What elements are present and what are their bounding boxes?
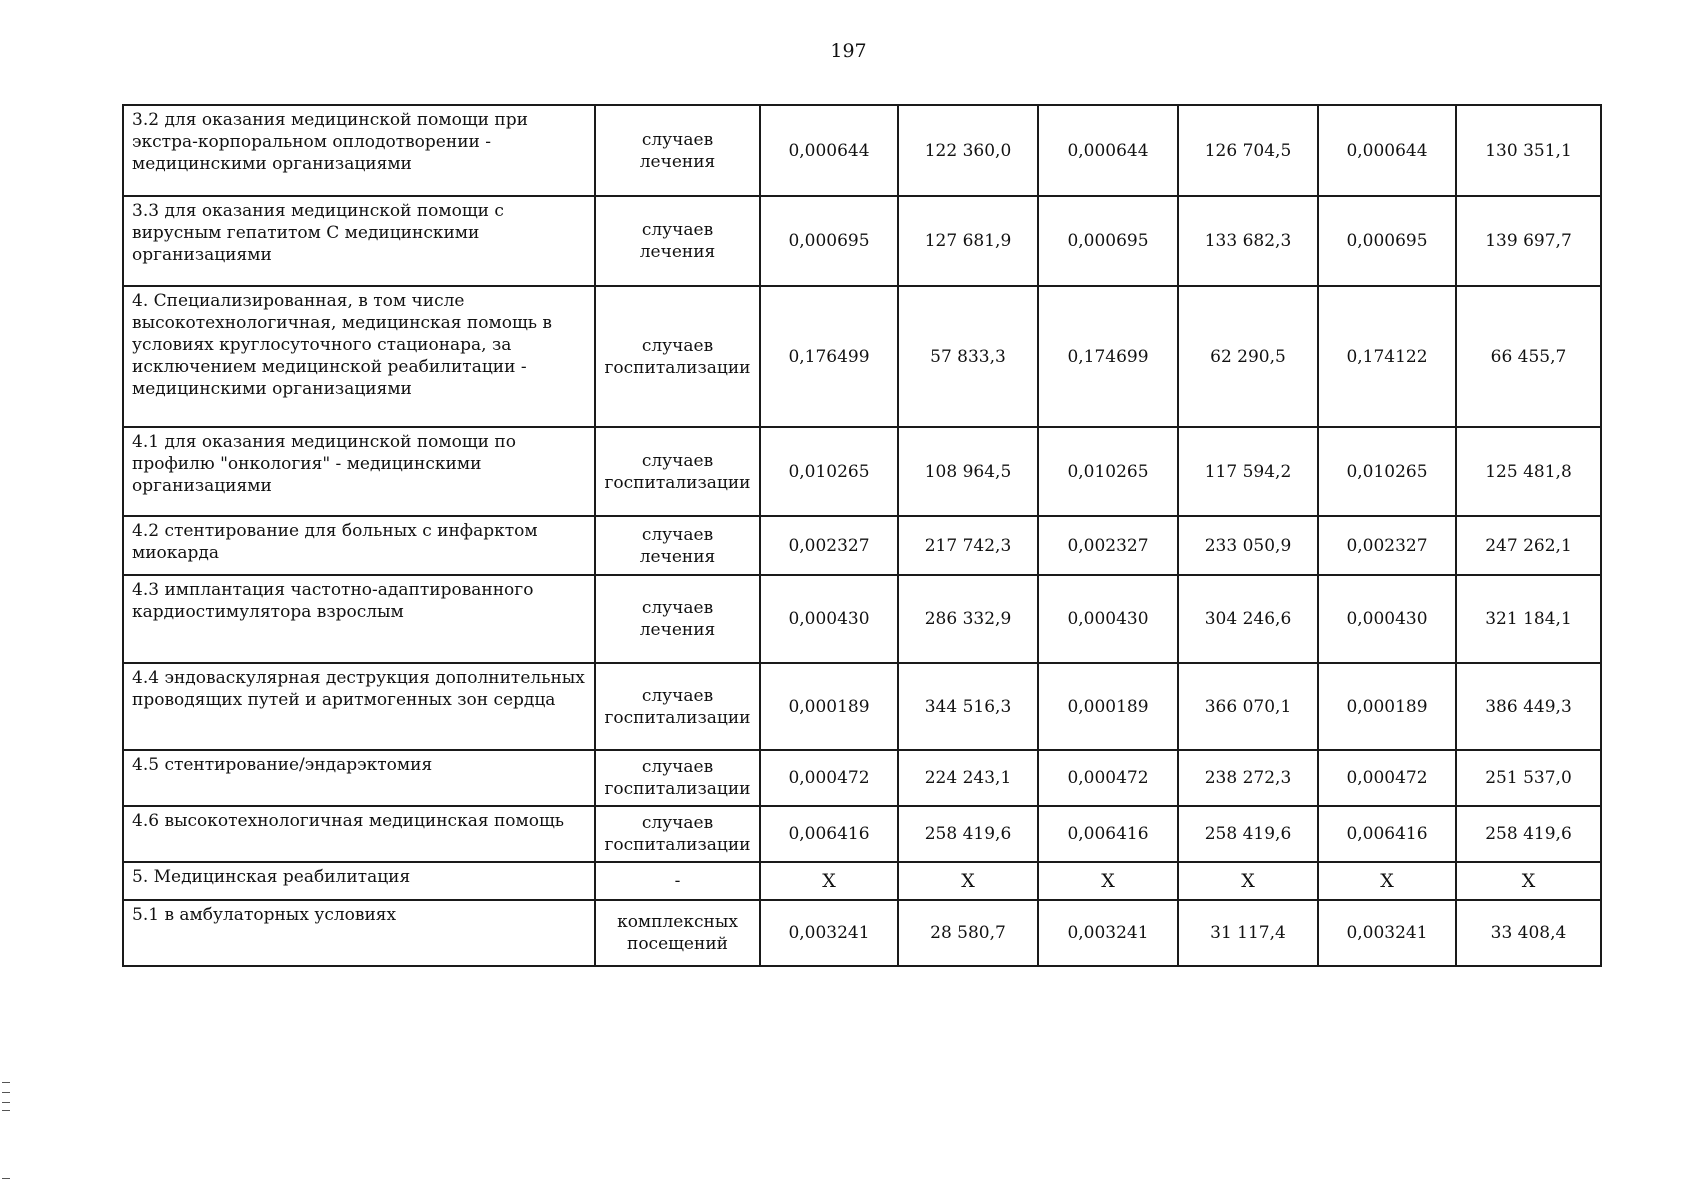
row-description: 5.1 в амбулаторных условиях: [123, 900, 595, 966]
value-cell: 126 704,5: [1178, 105, 1318, 196]
value-cell: 0,010265: [1038, 427, 1178, 516]
row-description: 3.3 для оказания медицинской помощи с вирусным гепатитом С медицинскими организациями: [123, 196, 595, 286]
value-cell: 258 419,6: [1456, 806, 1601, 862]
table-row: [123, 575, 1601, 663]
row-description: 4.3 имплантация частотно-адаптированного кардиостимулятора взрослым: [123, 575, 595, 663]
table-row: [123, 286, 1601, 427]
row-unit: комплексных посещений: [595, 900, 760, 966]
value-cell: 258 419,6: [1178, 806, 1318, 862]
value-cell: 0,002327: [760, 516, 898, 575]
value-cell: 224 243,1: [898, 750, 1038, 806]
value-cell: X: [1318, 862, 1456, 900]
row-description: 4.2 стентирование для больных с инфарктом миокарда: [123, 516, 595, 575]
margin-mark: [2, 1092, 10, 1093]
value-cell: 31 117,4: [1178, 900, 1318, 966]
row-description: 3.2 для оказания медицинской помощи при экстра-корпоральном оплодотворении - медицинскими организациями: [123, 105, 595, 196]
value-cell: 0,000695: [760, 196, 898, 286]
value-cell: 0,003241: [1318, 900, 1456, 966]
value-cell: 0,174699: [1038, 286, 1178, 427]
value-cell: 57 833,3: [898, 286, 1038, 427]
row-description: 4. Специализированная, в том числе высокотехнологичная, медицинская помощь в условиях круглосуточного стационара, за исключением медицинской реабилитации - медицинскими организациями: [123, 286, 595, 427]
value-cell: 0,000430: [1038, 575, 1178, 663]
value-cell: 139 697,7: [1456, 196, 1601, 286]
value-cell: 108 964,5: [898, 427, 1038, 516]
value-cell: 0,176499: [760, 286, 898, 427]
table-row: [123, 196, 1601, 286]
value-cell: 0,000189: [1318, 663, 1456, 750]
value-cell: 0,000644: [1038, 105, 1178, 196]
value-cell: 0,003241: [1038, 900, 1178, 966]
value-cell: 0,000430: [760, 575, 898, 663]
row-unit: случаев госпитализации: [595, 427, 760, 516]
row-description: 4.6 высокотехнологичная медицинская помощь: [123, 806, 595, 862]
row-unit: случаев лечения: [595, 516, 760, 575]
margin-mark: [2, 1082, 10, 1083]
value-cell: 0,000695: [1038, 196, 1178, 286]
value-cell: X: [760, 862, 898, 900]
table-row: [123, 516, 1601, 575]
value-cell: 321 184,1: [1456, 575, 1601, 663]
value-cell: 286 332,9: [898, 575, 1038, 663]
value-cell: 0,000189: [1038, 663, 1178, 750]
value-cell: 0,006416: [760, 806, 898, 862]
value-cell: 386 449,3: [1456, 663, 1601, 750]
value-cell: 0,000472: [1038, 750, 1178, 806]
value-cell: 33 408,4: [1456, 900, 1601, 966]
value-cell: 0,010265: [760, 427, 898, 516]
value-cell: 130 351,1: [1456, 105, 1601, 196]
value-cell: 0,000430: [1318, 575, 1456, 663]
row-description: 5. Медицинская реабилитация: [123, 862, 595, 900]
value-cell: 0,174122: [1318, 286, 1456, 427]
margin-mark: [2, 1110, 10, 1111]
table-row: [123, 750, 1601, 806]
value-cell: 62 290,5: [1178, 286, 1318, 427]
table-row: [123, 900, 1601, 966]
value-cell: 0,003241: [760, 900, 898, 966]
value-cell: 117 594,2: [1178, 427, 1318, 516]
value-cell: 127 681,9: [898, 196, 1038, 286]
value-cell: X: [1038, 862, 1178, 900]
value-cell: 238 272,3: [1178, 750, 1318, 806]
value-cell: 28 580,7: [898, 900, 1038, 966]
value-cell: 0,000472: [760, 750, 898, 806]
value-cell: 125 481,8: [1456, 427, 1601, 516]
row-unit: случаев лечения: [595, 105, 760, 196]
value-cell: 344 516,3: [898, 663, 1038, 750]
row-description: 4.4 эндоваскулярная деструкция дополнительных проводящих путей и аритмогенных зон сердца: [123, 663, 595, 750]
data-table: [122, 104, 1602, 967]
value-cell: 66 455,7: [1456, 286, 1601, 427]
value-cell: 0,000644: [1318, 105, 1456, 196]
row-unit: случаев госпитализации: [595, 663, 760, 750]
row-description: 4.5 стентирование/эндарэктомия: [123, 750, 595, 806]
value-cell: 0,000695: [1318, 196, 1456, 286]
row-description: 4.1 для оказания медицинской помощи по профилю "онкология" - медицинскими организациями: [123, 427, 595, 516]
value-cell: 0,010265: [1318, 427, 1456, 516]
value-cell: 366 070,1: [1178, 663, 1318, 750]
table-row: [123, 427, 1601, 516]
value-cell: 247 262,1: [1456, 516, 1601, 575]
value-cell: 0,000189: [760, 663, 898, 750]
table-row: [123, 862, 1601, 900]
value-cell: 122 360,0: [898, 105, 1038, 196]
row-unit: случаев лечения: [595, 196, 760, 286]
value-cell: 233 050,9: [1178, 516, 1318, 575]
value-cell: 251 537,0: [1456, 750, 1601, 806]
value-cell: X: [898, 862, 1038, 900]
row-unit: случаев лечения: [595, 575, 760, 663]
value-cell: 0,006416: [1318, 806, 1456, 862]
value-cell: 0,000644: [760, 105, 898, 196]
margin-mark: [2, 1178, 10, 1179]
value-cell: 133 682,3: [1178, 196, 1318, 286]
value-cell: 258 419,6: [898, 806, 1038, 862]
row-unit: случаев госпитализации: [595, 806, 760, 862]
value-cell: 304 246,6: [1178, 575, 1318, 663]
table-row: [123, 105, 1601, 196]
row-unit: -: [595, 862, 760, 900]
row-unit: случаев госпитализации: [595, 750, 760, 806]
value-cell: X: [1456, 862, 1601, 900]
value-cell: 0,000472: [1318, 750, 1456, 806]
value-cell: 0,006416: [1038, 806, 1178, 862]
table-row: [123, 663, 1601, 750]
margin-mark: [2, 1102, 10, 1103]
value-cell: X: [1178, 862, 1318, 900]
table-row: [123, 806, 1601, 862]
row-unit: случаев госпитализации: [595, 286, 760, 427]
value-cell: 0,002327: [1038, 516, 1178, 575]
value-cell: 0,002327: [1318, 516, 1456, 575]
page-number: 197: [830, 40, 867, 62]
value-cell: 217 742,3: [898, 516, 1038, 575]
